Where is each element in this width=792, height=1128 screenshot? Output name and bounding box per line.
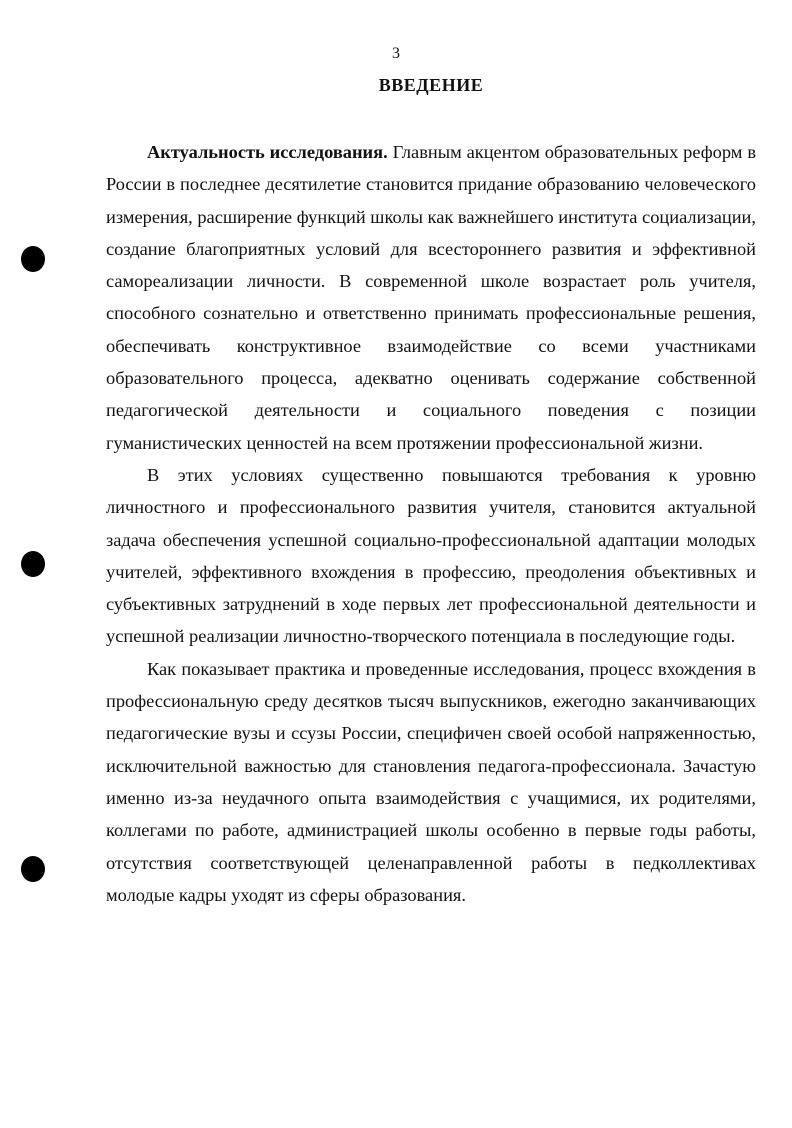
page-title: ВВЕДЕНИЕ <box>378 75 484 95</box>
paragraph: В этих условиях существенно повышаются требования к уровню личностного и профессионального развития учителя, становится актуальной задача обеспечения успешной социально-профессиональной адаптации молодых учителей, эффективного вхождения в профессию, преодоления объективных и субъективных затруднений в ходе первых лет профессиональной деятельности и успешной реализации личностно-творческого потенциала в последующие годы. <box>106 464 756 647</box>
document-body <box>106 136 756 911</box>
paragraph <box>106 136 756 459</box>
binder-hole-mark <box>21 246 45 272</box>
paragraph-text: Главным акцентом образовательных реформ в России в последнее десятилетие становится придание образованию человеческого измерения, расширение функций школы как важнейшего института социализации, создание благоприятных условий для всестороннего развития и эффективной самореализации личности. В современной школе возрастает роль учителя, способного сознательно и ответственно принимать профессиональные решения, обеспечивать конструктивное взаимодействие со всеми участниками образовательного процесса, адекватно оценивать содержание собственной педагогической деятельности и социального поведения с позиции гуманистических ценностей на всем протяжении профессиональной жизни. <box>106 142 756 453</box>
binder-hole-mark <box>21 856 45 882</box>
paragraph-lead: Актуальность исследования. <box>147 142 388 162</box>
paragraph: Как показывает практика и проведенные исследования, процесс вхождения в профессиональную среду десятков тысяч выпускников, ежегодно заканчивающих педагогические вузы и ссузы России, специфичен своей особой напряженностью, исключительной важностью для становления педагога-профессионала. Зачастую именно из-за неудачного опыта взаимодействия с учащимися, их родителями, коллегами по работе, администрацией школы особенно в первые годы работы, отсутствия соответствующей целенаправленной работы в педколлективах молодые кадры уходят из сферы образования. <box>106 658 756 905</box>
page-number: 3 <box>392 45 400 62</box>
binder-hole-mark <box>21 551 45 577</box>
